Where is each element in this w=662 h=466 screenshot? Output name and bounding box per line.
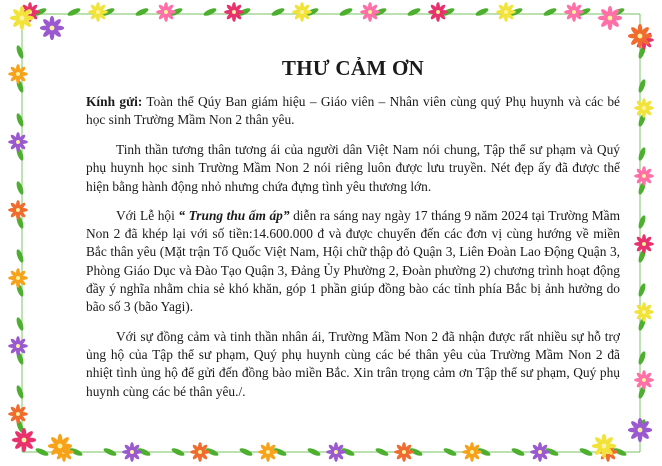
leaf	[15, 45, 25, 60]
leaf	[637, 283, 647, 298]
flower	[428, 2, 448, 22]
leaf	[203, 7, 218, 18]
leaf	[475, 7, 490, 18]
flower	[8, 64, 28, 84]
leaf	[15, 385, 25, 400]
paragraph-1: Tinh thần tương thân tương ái của người dân Việt Nam nói chung, Tập thể sư phạm và Quý phụ huynh học sinh Trường Mầm Non 2 nói riêng luôn được lưu truyền. Nét đẹp ấy đã được thể hiện bằng hành động nhỏ nhưng chứa đựng tình yêu thương lớn.	[86, 142, 620, 194]
flower	[156, 2, 176, 22]
leaf	[637, 351, 647, 366]
flower	[122, 442, 142, 462]
greeting	[86, 93, 620, 129]
paragraph-3: Với sự đồng cảm và tinh thần nhân ái, Trường Mầm Non 2 đã nhận được rất nhiều sự hỗ trợ ủng hộ của Tập thể sư phạm, Quý phụ huynh cùng các bé thân yêu của Trường Mầm Non 2 đã nhiệt tình ủng hộ để gửi đến đồng bào miền Bắc. Xin trân trọng cảm ơn Tập thể sư phạm, Quý phụ huynh cùng các bé thân yêu./.	[86, 328, 620, 399]
leaf	[543, 7, 558, 18]
leaf	[271, 7, 286, 18]
paragraph-2	[86, 207, 620, 317]
flower	[40, 16, 64, 40]
greeting-label: Kính gửi:	[86, 94, 143, 109]
flower	[48, 434, 72, 458]
leaf	[339, 7, 354, 18]
flower	[258, 442, 278, 462]
flower	[462, 442, 482, 462]
leaf	[67, 7, 82, 18]
flower	[8, 200, 28, 220]
flower	[394, 442, 414, 462]
flower	[496, 2, 516, 22]
flower	[634, 302, 654, 322]
leaf	[15, 181, 25, 196]
paragraph-2-intro: Với Lễ hội	[116, 207, 179, 223]
flower	[628, 24, 652, 48]
flower	[628, 418, 652, 442]
flower	[8, 404, 28, 424]
leaf	[637, 147, 647, 162]
event-name: “ Trung thu ấm áp”	[178, 207, 290, 223]
flower	[190, 442, 210, 462]
paragraph-2-body: diễn ra sáng nay ngày 17 tháng 9 năm 2024 tại Trường Mầm Non 2 đã khép lại với số tiền:14.600.000 đ và được chuyển đến các đơn vị cùng hướng về miền Bắc thân yêu (Mặt trận Tổ Quốc Việt Nam, Hội chữ thập đỏ Quận 3, Liên Đoàn Lao Động Quận 3, Phòng Giáo Dục và Đào Tạo Quận 3, Đảng Ủy Phường 2, Đoàn phường 2) chương trình hoạt động đầy ý nghĩa nhằm chia sẻ khó khăn, góp 1 phần giúp đồng bào các tỉnh phía Bắc bị ảnh hưởng do bão số 3 (bão Yagi).	[86, 207, 620, 315]
flower	[360, 2, 380, 22]
flower	[12, 428, 36, 452]
flower	[634, 234, 654, 254]
flower	[598, 6, 622, 30]
flower	[292, 2, 312, 22]
flower	[592, 434, 616, 458]
letter-body	[86, 56, 620, 412]
leaf	[407, 7, 422, 18]
greeting-text: Toàn thể Qúy Ban giám hiệu – Giáo viên – Nhân viên cùng quý Phụ huynh và các bé học sinh Trường Mầm Non 2 thân yêu.	[86, 94, 620, 127]
flower	[634, 98, 654, 118]
flower	[326, 442, 346, 462]
letter-title: THƯ CẢM ƠN	[281, 56, 425, 80]
flower	[8, 132, 28, 152]
flower	[634, 166, 654, 186]
flower	[10, 6, 34, 30]
leaf	[15, 249, 25, 264]
flower	[530, 442, 550, 462]
flower	[8, 268, 28, 288]
flower	[88, 2, 108, 22]
leaf	[135, 7, 150, 18]
flower	[634, 370, 654, 390]
leaf	[637, 215, 647, 230]
leaf	[15, 317, 25, 332]
leaf	[637, 79, 647, 94]
flower	[564, 2, 584, 22]
leaf	[15, 113, 25, 128]
flower	[8, 336, 28, 356]
flower	[224, 2, 244, 22]
